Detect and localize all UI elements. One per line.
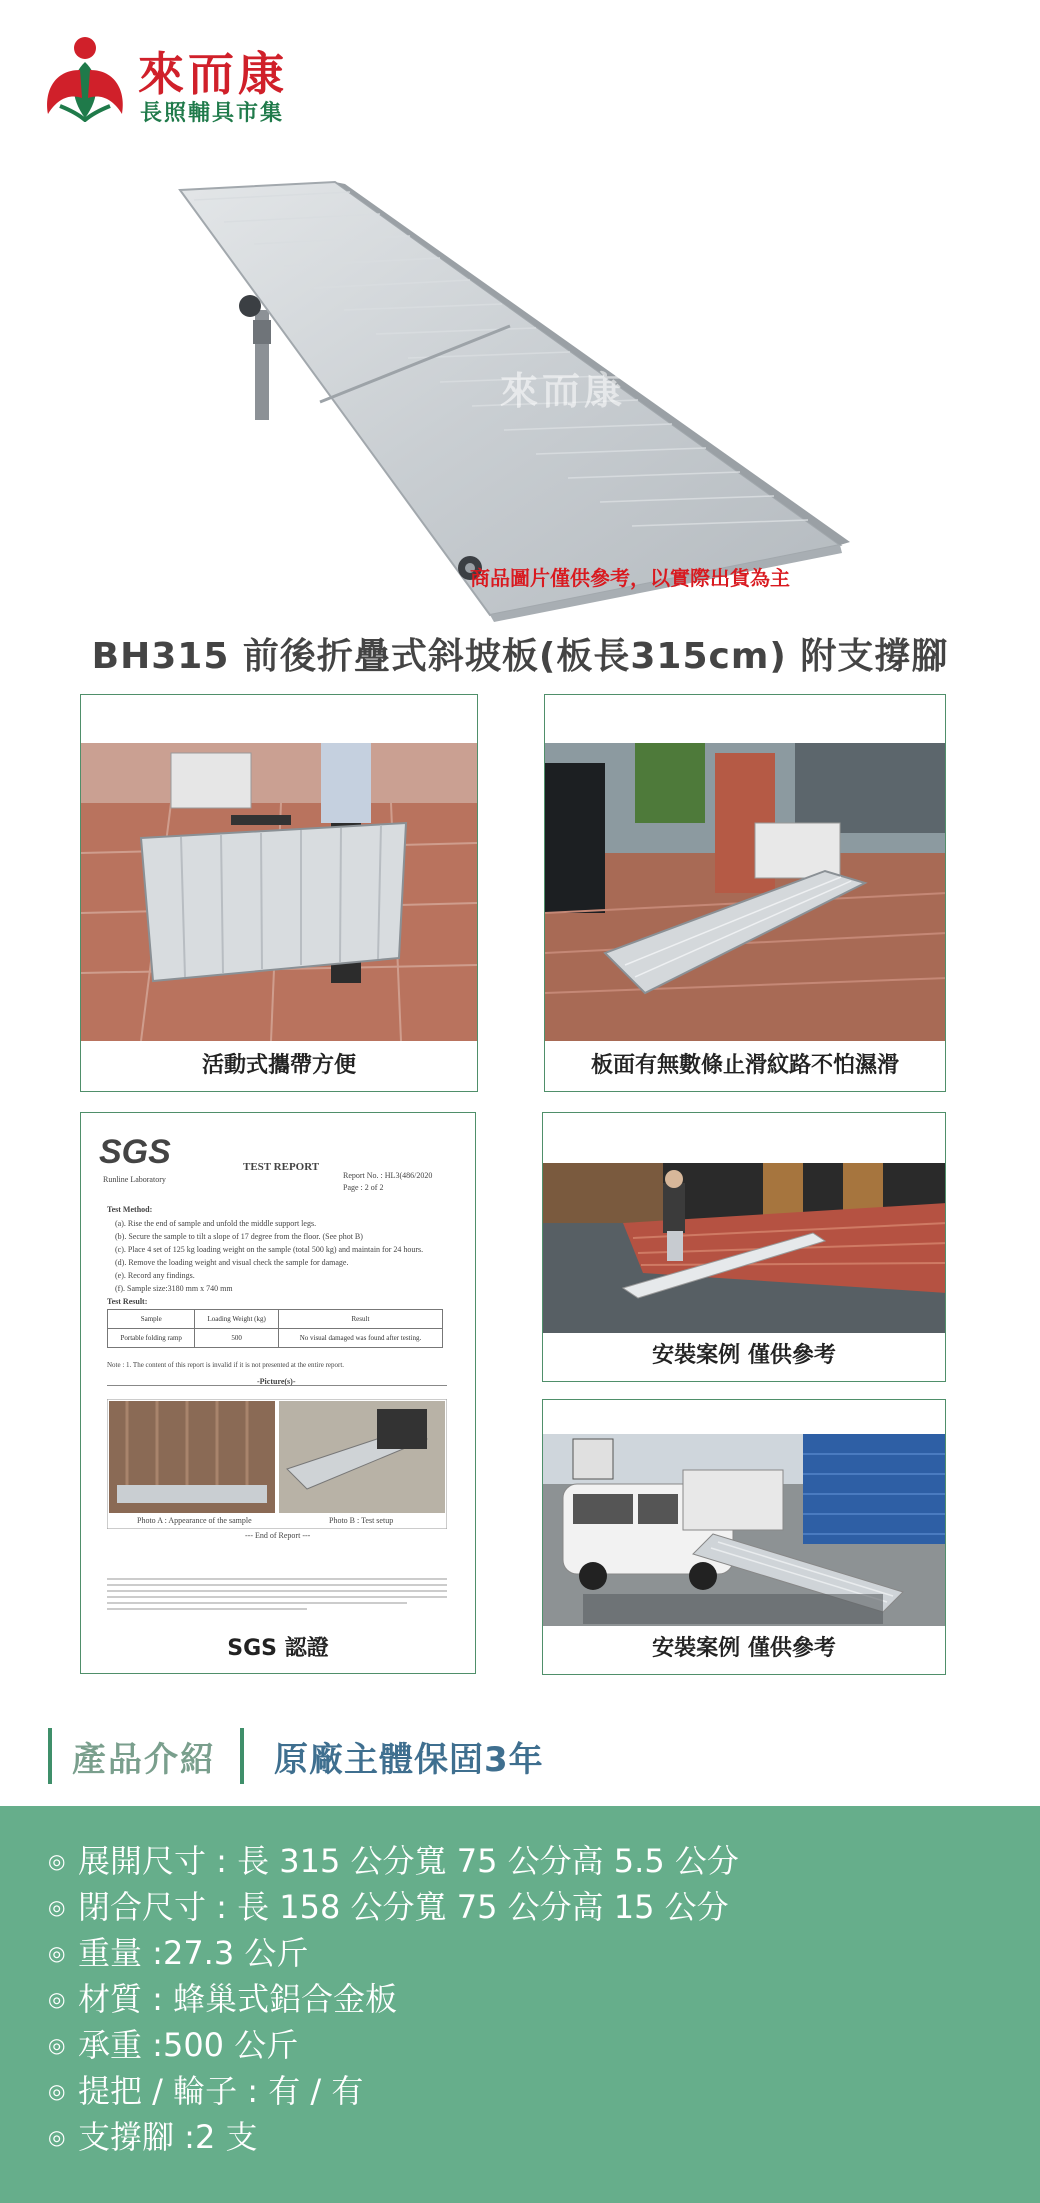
photo-portable-ramp [81,743,477,1041]
sgs-test-photos [107,1399,447,1529]
spec-text: 材質 : 蜂巢式鋁合金板 [78,1980,398,2018]
spec-item-weight [48,1930,739,1976]
sgs-report-heading: TEST REPORT [243,1161,320,1173]
bullet-icon: ◎ [48,2079,66,2103]
spec-text: 展開尺寸 : 長 315 公分寬 75 公分高 5.5 公分 [78,1842,739,1880]
sgs-fine-print [107,1575,447,1615]
photo-caption: 板面有無數條止滑紋路不怕濕滑 [590,1053,899,1078]
sgs-note: Note : 1. The content of this report is invalid if it is not presented at the entire report. [107,1361,345,1369]
sgs-result-table [107,1309,443,1348]
brand-logo[interactable] [40,36,340,126]
photo-caption: SGS 認證 [227,1636,329,1661]
product-title: BH315 前後折疊式斜坡板(板長315cm) 附支撐腳 [91,636,949,677]
spec-item-load [48,2022,739,2068]
brand-tagline: 長照輔具市集 [140,101,285,126]
sgs-page-number: Page : 2 of 2 [343,1183,384,1192]
photo-antislip-ramp [545,743,945,1041]
photo-install-case-2 [543,1434,945,1626]
spec-item-handle-wheels [48,2068,739,2114]
table-header: Loading Weight (kg) [195,1310,279,1329]
bullet-icon: ◎ [48,1849,66,1873]
spec-text: 承重 :500 公斤 [78,2026,299,2064]
sgs-logo: SGS [99,1133,171,1171]
spec-item-material [48,1976,739,2022]
table-cell: Portable folding ramp [108,1329,195,1348]
photo-caption: 安裝案例 僅供參考 [652,1343,836,1368]
section-bar-left [48,1728,52,1784]
photo-caption: 活動式攜帶方便 [201,1053,356,1078]
spec-text: 支撐腳 :2 支 [78,2118,258,2156]
photo-card-case-2[interactable] [542,1399,946,1675]
photo-card-antislip[interactable] [544,694,946,1092]
spec-item-folded-size [48,1884,739,1930]
spec-text: 閉合尺寸 : 長 158 公分寬 75 公分高 15 公分 [78,1888,729,1926]
sgs-step: (d). Remove the loading weight and visual check the sample for damage. [115,1258,349,1267]
sgs-end-of-report: --- End of Report --- [245,1531,311,1540]
sgs-certificate-card[interactable] [80,1112,476,1674]
section-title: 產品介紹 [72,1740,216,1780]
bullet-icon: ◎ [48,2033,66,2057]
sgs-report-number: Report No. : HL3(486/2020 [343,1171,433,1180]
sgs-result-title: Test Result: [107,1297,148,1306]
brand-name: 來而康 [138,47,288,101]
sgs-photo-a-caption: Photo A : Appearance of the sample [137,1516,252,1525]
section-bar-divider [240,1728,244,1784]
table-header: Sample [108,1310,195,1329]
photo-caption: 安裝案例 僅供參考 [652,1636,836,1661]
hero-product-image [150,170,870,630]
bullet-icon: ◎ [48,1941,66,1965]
sgs-step: (e). Record any findings. [115,1271,195,1280]
spec-panel [0,1806,1040,2203]
image-disclaimer: 商品圖片僅供參考，以實際出貨為主 [470,566,790,590]
sgs-lab-name: Runline Laboratory [103,1175,166,1184]
sgs-pictures-title: -Picture(s)- [257,1377,296,1386]
table-cell: 500 [195,1329,279,1348]
bullet-icon: ◎ [48,2125,66,2149]
sgs-test-method-title: Test Method: [107,1205,153,1214]
spec-item-support-legs [48,2114,739,2160]
spec-text: 提把 / 輪子 : 有 / 有 [78,2072,364,2110]
sgs-step: (a). Rise the end of sample and unfold the middle support legs. [115,1219,317,1228]
lotus-logo-icon [40,36,130,122]
watermark-text: 來而康 [500,369,627,413]
table-header: Result [278,1310,442,1329]
sgs-photo-b-caption: Photo B : Test setup [329,1516,394,1525]
table-cell: No visual damaged was found after testing. [278,1329,442,1348]
sgs-step: (c). Place 4 set of 125 kg loading weight on the sample (total 500 kg) and maintain for 24 hours. [115,1245,424,1254]
photo-install-case-1 [543,1163,945,1333]
spec-item-open-size [48,1838,739,1884]
bullet-icon: ◎ [48,1987,66,2011]
sgs-step: (f). Sample size:3180 mm x 740 mm [115,1284,233,1293]
photo-card-case-1[interactable] [542,1112,946,1382]
sgs-step: (b). Secure the sample to tilt a slope of 17 degree from the floor. (See phot B) [115,1232,363,1241]
bullet-icon: ◎ [48,1895,66,1919]
spec-list [48,1838,739,2160]
photo-card-portable[interactable] [80,694,478,1092]
warranty-text: 原廠主體保固3年 [274,1740,544,1780]
spec-text: 重量 :27.3 公斤 [78,1934,309,1972]
